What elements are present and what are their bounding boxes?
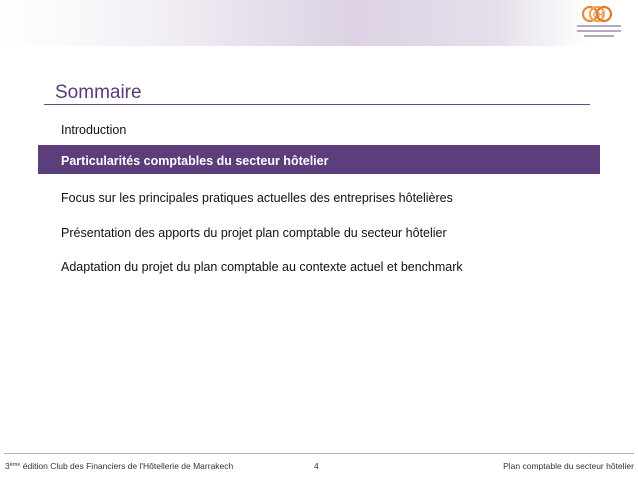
- logo-text-line-1: [577, 25, 621, 27]
- footer-document-title: Plan comptable du secteur hôtelier: [503, 461, 634, 471]
- header-banner: [0, 0, 638, 46]
- club-logo: [571, 3, 627, 43]
- agenda-item-introduction: Introduction: [61, 123, 127, 137]
- footer-edition-number: 3: [5, 461, 10, 471]
- agenda-item-particularites: Particularités comptables du secteur hôtelier: [61, 154, 329, 168]
- page-number: 4: [314, 461, 319, 471]
- footer-edition: [5, 461, 233, 471]
- title-divider: [44, 104, 590, 105]
- agenda-item-adaptation: Adaptation du projet du plan comptable au contexte actuel et benchmark: [61, 260, 463, 274]
- footer-divider: [4, 453, 634, 454]
- logo-text-line-2: [577, 30, 621, 32]
- agenda-item-focus: Focus sur les principales pratiques actuelles des entreprises hôtelières: [61, 191, 453, 205]
- logo-emblem-icon: [571, 3, 627, 43]
- svg-text:CH: CH: [593, 12, 604, 19]
- footer-edition-text: édition Club des Financiers de l'Hôtellerie de Marrakech: [20, 461, 234, 471]
- agenda-item-presentation: Présentation des apports du projet plan comptable du secteur hôtelier: [61, 226, 447, 240]
- footer-edition-sup: ème: [9, 462, 21, 468]
- logo-text-line-3: [584, 35, 614, 37]
- slide-title: Sommaire: [55, 82, 142, 103]
